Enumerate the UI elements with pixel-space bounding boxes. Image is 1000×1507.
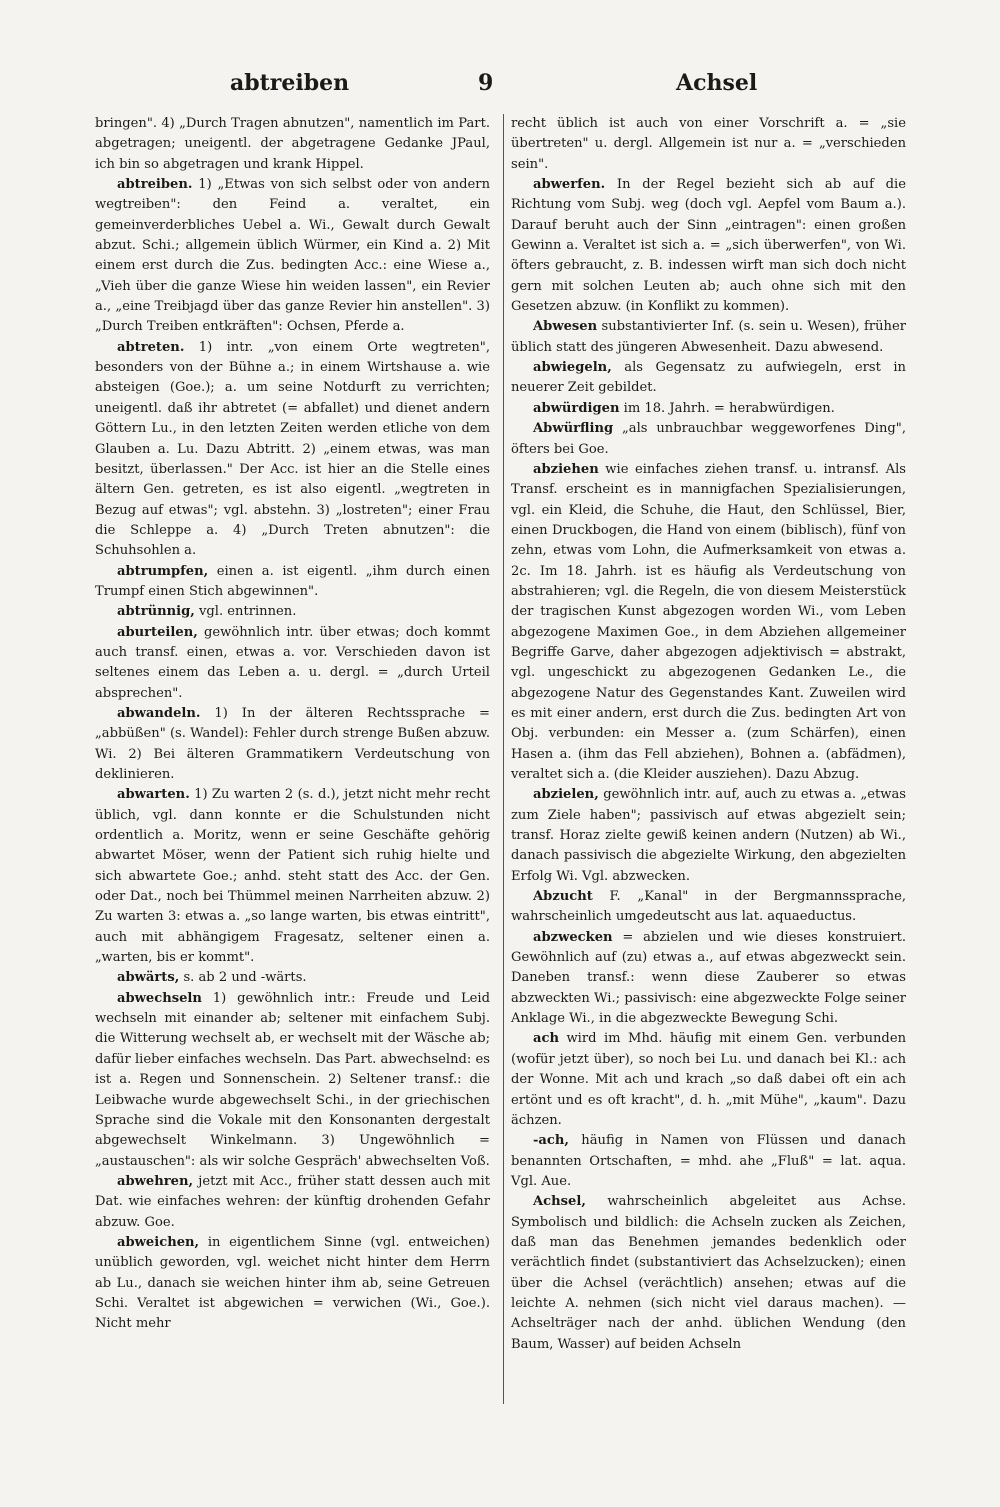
dictionary-entry [95, 785, 490, 968]
page-number: 9 [478, 70, 494, 96]
page-header [95, 70, 910, 102]
entry-text: „als unbrauchbar weggeworfenes Ding", öfters bei Goe. [511, 421, 906, 457]
entry-headword: abwiegeln, [533, 360, 612, 376]
running-head-right: Achsel [676, 70, 758, 96]
entry-text: recht üblich ist auch von einer Vorschrift a. = „sie übertreten" u. dergl. Allgemein ist nur a. = „verschieden sein". [511, 116, 906, 172]
entry-text: substantivierter Inf. (s. sein u. Wesen), früher üblich statt des jüngeren Abwesenheit. Dazu abwesend. [511, 319, 906, 355]
dictionary-entry [511, 1192, 906, 1355]
dictionary-entry [511, 419, 906, 460]
dictionary-entry [95, 1233, 490, 1335]
entry-headword: abwechseln [117, 990, 202, 1006]
entry-text: F. „Kanal" in der Bergmannssprache, wahrscheinlich umgedeutscht aus lat. aquaeductus. [511, 889, 906, 925]
entry-headword: Achsel, [533, 1194, 586, 1210]
dictionary-entry [95, 1172, 490, 1233]
entry-headword: abtrünnig, [117, 604, 195, 620]
entry-headword: Abzucht [533, 889, 593, 905]
dictionary-entry [511, 785, 906, 887]
dictionary-entry [511, 358, 906, 399]
entry-text: wird im Mhd. häufig mit einem Gen. verbunden (wofür jetzt über), so noch bei Lu. und danach bei Kl.: ach der Wonne. Mit ach und krach „so daß dabei oft ein ach ertönt und es oft kracht", d. h. „mit Mühe", „kaum". Dazu ächzen. [511, 1031, 906, 1128]
entry-headword: abwandeln. [117, 705, 201, 721]
dictionary-entry [95, 114, 490, 175]
entry-text: jetzt mit Acc., früher statt dessen auch mit Dat. wie einfaches wehren: der künftig drohenden Gefahr abzuw. Goe. [95, 1173, 490, 1230]
entry-headword: abwürdigen [533, 400, 620, 416]
dictionary-entry [95, 623, 490, 704]
entry-text: wahrscheinlich abgeleitet aus Achse. Symbolisch und bildlich: die Achseln zucken als Zeichen, daß man das Benehmen jemandes bedenklich oder verächtlich findet (substantiviert das Achselzucken); einen über die Achsel (verächtlich) ansehen; etwas auf die leichte A. nehmen (sich nicht viel daraus machen). — Achselträger nach der anhd. üblichen Wendung (den Baum, Wasser) auf beiden Achseln [511, 1194, 906, 1352]
dictionary-entry [511, 399, 906, 419]
right-column [511, 114, 906, 1355]
entry-text: 1) Zu warten 2 (s. d.), jetzt nicht mehr recht üblich, vgl. dann konnte er die Schulstunden nicht ordentlich a. Moritz, wenn er seine Geschäfte gehörig abwartet Möser, wenn der Patient sich ruhig hielte und sich abwartete Goe.; anhd. steht statt des Acc. der Gen. oder Dat., noch bei Thümmel meinen Narrheiten abzuw. 2) Zu warten 3: etwas a. „so lange warten, bis etwas eintritt", auch mit abhängigem Fragesatz, seltener einen a. „warten, bis er kommt". [95, 787, 490, 966]
entry-text: häufig in Namen von Flüssen und danach benannten Ortschaften, = mhd. ahe „Fluß" = lat. aqua. Vgl. Aue. [511, 1133, 906, 1189]
entry-headword: Abwesen [533, 319, 598, 335]
column-divider [503, 114, 504, 1404]
left-column [95, 114, 490, 1335]
entry-text: 1) gewöhnlich intr.: Freude und Leid wechseln mit einander ab; seltener mit einfachem Subj. die Witterung wechselt ab, er wechselt mit der Wäsche ab; dafür lieber einfaches wechseln. Das Part. abwechselnd: es ist a. Regen und Sonnenschein. 2) Seltener transf.: die Leibwache wurde abgewechselt Schi., in der griechischen Sprache sind die Vokale mit den Konsonanten dergestalt abgewechselt Winkelmann. 3) Ungewöhnlich = „austauschen": als wir solche Gespräch' abwechselten Voß. [95, 990, 490, 1169]
entry-text: gewöhnlich intr. auf, auch zu etwas a. „etwas zum Ziele haben"; passivisch auf etwas abgezielt sein; transf. Horaz zielte gewiß keinen andern (Nutzen) ab Wi., danach passivisch die abgezielte Wirkung, den abgezielten Erfolg Wi. Vgl. abzwecken. [511, 787, 906, 884]
dictionary-entry [511, 928, 906, 1030]
dictionary-entry [511, 175, 906, 317]
entry-text: als Gegensatz zu aufwiegeln, erst in neuerer Zeit gebildet. [511, 360, 906, 396]
entry-text: wie einfaches ziehen transf. u. intransf. Als Transf. erscheint es in mannigfachen Spezialisierungen, vgl. ein Kleid, die Schuhe, die Haut, den Schlüssel, Bier, einen Druckbogen, die Hand von einem (biblisch), fünf von zehn, etwas vom Lohn, die Aufmerksamkeit von etwas a. 2c. Im 18. Jahrh. ist es häufig als Verdeutschung von abstrahieren; vgl. die Regeln, die von diesem Meisterstück der tragischen Kunst abgezogen worden Wi., vom Leben abgezogene Maximen Goe., in dem Abziehen allgemeiner Begriffe Garve, daher abgezogen adjektivisch = abstrakt, vgl. ungeschickt zu abgezogenen Gedanken Le., die abgezogene Natur des Gegenstandes Kant. Zuweilen wird es mit einer andern, erst durch die Zus. bedingten Art von Obj. verbunden: ein Messer a. (zum Schärfen), einen Hasen a. (ihm das Fell abziehen), Bohnen a. (abfädmen), veraltet sich a. (die Kleider ausziehen). Dazu Abzug. [511, 461, 906, 782]
entry-text: s. ab 2 und -wärts. [179, 970, 307, 986]
entry-text: im 18. Jahrh. = herabwürdigen. [619, 400, 835, 416]
entry-headword: abzwecken [533, 929, 613, 945]
entry-text: 1) „Etwas von sich selbst oder von andern wegtreiben": den Feind a. veraltet, ein gemeinverderbliches Uebel a. Wi., Gewalt durch Gewalt abzut. Schi.; allgemein üblich Würmer, ein Kind a. 2) Mit einem erst durch die Zus. bedingten Acc.: eine Wiese a., „Vieh über die ganze Wiese hin weiden lassen", ein Revier a., „eine Treibjagd über das ganze Revier hin anstellen". 3) „Durch Treiben entkräften": Ochsen, Pferde a. [95, 177, 490, 335]
entry-headword: abwärts, [117, 970, 180, 986]
entry-text: bringen". 4) „Durch Tragen abnutzen", namentlich im Part. abgetragen; uneigentl. der abgetragene Gedanke JPaul, ich bin so abgetragen und krank Hippel. [95, 116, 490, 172]
dictionary-entry [511, 887, 906, 928]
dictionary-entry [511, 1131, 906, 1192]
entry-text: in eigentlichem Sinne (vgl. entweichen) unüblich geworden, vgl. weichet nicht hinter dem Herrn ab Lu., danach sie weichen hinter ihm ab, seine Getreuen Schi. Veraltet ist abgewichen = verwichen (Wi., Goe.). Nicht mehr [95, 1234, 490, 1332]
entry-text: In der Regel bezieht sich ab auf die Richtung vom Subj. weg (doch vgl. Aepfel vom Baum a.). Darauf beruht auch der Sinn „eintragen": einen großen Gewinn a. Veraltet ist sich a. = „sich überwerfen", von Wi. öfters gebraucht, z. B. indessen wirft man sich doch nicht gern mit solchen Leuten ab; auch ohne sich mit den Gesetzen abzuw. (in Konflikt zu kommen). [511, 177, 906, 315]
entry-headword: ach [533, 1031, 559, 1047]
dictionary-entry [95, 338, 490, 562]
entry-text: 1) In der älteren Rechtssprache = „abbüßen" (s. Wandel): Fehler durch strenge Bußen abzuw. Wi. 2) Bei älteren Grammatikern Verdeutschung von deklinieren. [95, 705, 490, 782]
dictionary-entry [95, 562, 490, 603]
dictionary-entry [95, 602, 490, 622]
entry-headword: abweichen, [117, 1234, 200, 1250]
dictionary-entry [511, 1029, 906, 1131]
entry-text: gewöhnlich intr. über etwas; doch kommt auch transf. einen, etwas a. vor. Verschieden davon ist seltenes einem das Leben a. u. dergl. = „durch Urteil absprechen". [95, 624, 490, 701]
entry-headword: -ach, [533, 1133, 569, 1149]
entry-headword: abzielen, [533, 787, 599, 803]
entry-headword: abtrumpfen, [117, 563, 209, 579]
entry-headword: abwerfen. [533, 177, 606, 193]
dictionary-entry [95, 704, 490, 785]
entry-headword: abwarten. [117, 787, 190, 803]
entry-text: vgl. entrinnen. [194, 604, 297, 620]
entry-headword: abziehen [533, 461, 599, 477]
entry-text: 1) intr. „von einem Orte wegtreten", besonders von der Bühne a.; in einem Wirtshause a. wie absteigen (Goe.); a. um seine Notdurft zu verrichten; uneigentl. daß ihr abtretet (= abfallet) und dienet andern Göttern Lu., in den letzten Zeiten werden etliche von dem Glauben a. Lu. Dazu Abtritt. 2) „einem etwas, was man besitzt, überlassen." Der Acc. ist hier an die Stelle eines ältern Gen. getreten, es ist also eigentl. „wegtreten in Bezug auf etwas"; vgl. abstehn. 3) „lostreten"; einer Frau die Schleppe a. 4) „Durch Treten abnutzen": die Schuhsohlen a. [95, 339, 490, 559]
dictionary-entry [511, 460, 906, 786]
entry-text: = abzielen und wie dieses konstruiert. Gewöhnlich auf (zu) etwas a., auf etwas abgezweckt sein. Daneben transf.: wenn diese Zauberer so etwas abzweckten Wi.; passivisch: eine abgezweckte Folge seiner Anklage Wi., in die abgezweckte Bewegung Schi. [511, 929, 906, 1027]
entry-headword: abtreten. [117, 339, 185, 355]
dictionary-entry [95, 968, 490, 988]
entry-headword: abtreiben. [117, 177, 193, 193]
entry-text: einen a. ist eigentl. „ihm durch einen Trumpf einen Stich abgewinnen". [95, 563, 490, 599]
dictionary-entry [95, 989, 490, 1172]
dictionary-entry [511, 317, 906, 358]
entry-headword: Abwürfling [533, 421, 614, 437]
running-head-left: abtreiben [230, 70, 350, 96]
dictionary-entry [511, 114, 906, 175]
dictionary-entry [95, 175, 490, 338]
entry-headword: aburteilen, [117, 624, 198, 640]
entry-headword: abwehren, [117, 1173, 194, 1189]
